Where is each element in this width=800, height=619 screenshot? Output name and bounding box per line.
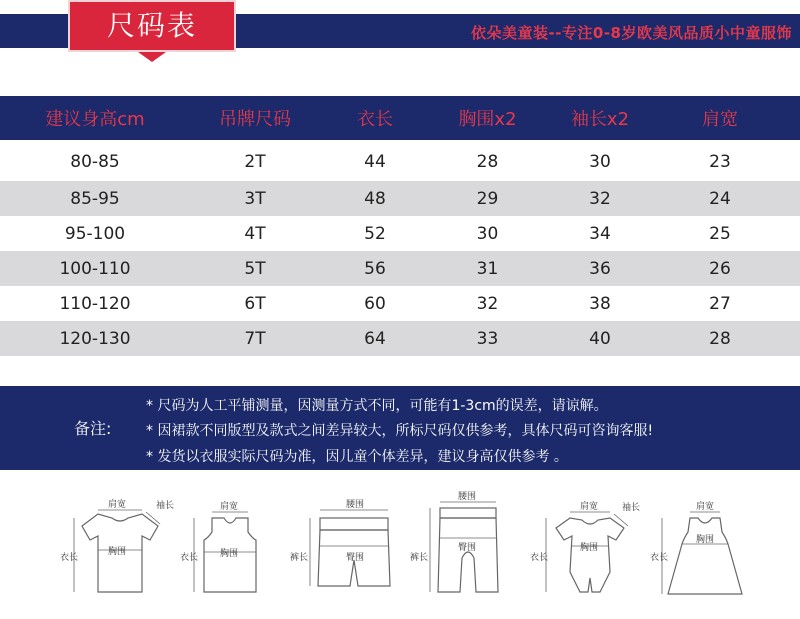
column-header-height: 建议身高cm xyxy=(45,109,145,130)
cell-height: 110-120 xyxy=(59,293,131,314)
shorts-sketch-icon xyxy=(290,488,400,608)
cell-sleeve: 34 xyxy=(589,223,611,244)
cell-length: 44 xyxy=(364,151,386,172)
page-title: 尺码表 xyxy=(106,9,197,42)
notes-panel xyxy=(0,386,800,470)
cell-chest: 30 xyxy=(476,223,499,244)
cell-sleeve: 32 xyxy=(589,188,611,209)
tshirt-length-label: 衣长 xyxy=(60,553,79,563)
table-row xyxy=(0,181,800,216)
cell-tag-size: 7T xyxy=(244,328,266,349)
note-item: * 发货以衣服实际尺码为准，因儿童个体差异，建议身高仅供参考 。 xyxy=(146,449,568,465)
table-row xyxy=(0,216,800,251)
cell-length: 52 xyxy=(364,223,386,244)
tshirt-sleeve-label: 袖长 xyxy=(156,501,175,511)
table-row xyxy=(0,321,800,356)
cell-tag-size: 5T xyxy=(244,258,266,279)
cell-height: 100-110 xyxy=(59,258,131,279)
cell-sleeve: 38 xyxy=(589,293,611,314)
romper-shoulder-label: 肩宽 xyxy=(580,502,599,512)
cell-length: 64 xyxy=(364,328,386,349)
cell-height: 95-100 xyxy=(64,223,126,244)
column-header-tag-size: 吊牌尺码 xyxy=(219,109,291,130)
shorts-hip-label: 臀围 xyxy=(346,553,365,563)
cell-tag-size: 2T xyxy=(244,151,266,172)
cell-chest: 32 xyxy=(476,293,499,314)
cell-chest: 31 xyxy=(476,258,499,279)
table-row xyxy=(0,286,800,321)
romper-length-label: 衣长 xyxy=(530,553,549,563)
cell-shoulder: 28 xyxy=(709,328,731,349)
table-row xyxy=(0,144,800,179)
cell-tag-size: 3T xyxy=(244,188,266,209)
cell-sleeve: 40 xyxy=(589,328,611,349)
tshirt-shoulder-label: 肩宽 xyxy=(108,500,127,510)
pants-length-label: 裤长 xyxy=(410,553,429,563)
note-item: * 尺码为人工平铺测量，因测量方式不同，可能有1-3cm的误差，请谅解。 xyxy=(146,398,608,414)
vest-length-label: 衣长 xyxy=(180,553,199,563)
vest-chest-label: 胸围 xyxy=(220,549,239,559)
dress-shoulder-label: 肩宽 xyxy=(696,502,715,512)
header-subtitle: 依朵美童装--专注0-8岁欧美风品质小中童服饰 xyxy=(470,24,792,42)
dress-chest-label: 胸围 xyxy=(696,535,715,545)
column-header-length: 衣长 xyxy=(357,109,393,130)
cell-shoulder: 24 xyxy=(709,188,731,209)
cell-shoulder: 23 xyxy=(709,151,731,172)
dress-length-label: 衣长 xyxy=(650,553,669,563)
cell-sleeve: 36 xyxy=(589,258,611,279)
cell-length: 60 xyxy=(364,293,386,314)
dress-sketch-icon xyxy=(650,488,760,608)
cell-shoulder: 26 xyxy=(709,258,731,279)
cell-shoulder: 27 xyxy=(709,293,731,314)
shorts-length-label: 裤长 xyxy=(290,553,309,563)
pants-hip-label: 臀围 xyxy=(458,543,477,553)
cell-chest: 33 xyxy=(476,328,499,349)
tshirt-sketch-icon xyxy=(60,488,180,608)
cell-tag-size: 4T xyxy=(244,223,266,244)
cell-sleeve: 30 xyxy=(589,151,611,172)
vest-shoulder-label: 肩宽 xyxy=(220,502,239,512)
romper-sleeve-label: 袖长 xyxy=(622,503,641,513)
column-header-sleeve: 袖长x2 xyxy=(570,109,630,130)
cell-length: 48 xyxy=(364,188,386,209)
tshirt-chest-label: 胸围 xyxy=(108,547,127,557)
cell-chest: 28 xyxy=(476,151,499,172)
cell-height: 80-85 xyxy=(70,151,120,172)
cell-length: 56 xyxy=(364,258,386,279)
size-table-header xyxy=(0,96,800,140)
romper-chest-label: 胸围 xyxy=(580,543,599,553)
shorts-waist-label: 腰围 xyxy=(346,500,365,510)
notes-label: 备注: xyxy=(74,419,112,438)
cell-chest: 29 xyxy=(476,188,499,209)
cell-shoulder: 25 xyxy=(709,223,731,244)
column-header-chest: 胸围x2 xyxy=(458,109,517,130)
vest-sketch-icon xyxy=(180,488,280,608)
note-item: * 因裙款不同版型及款式之间差异较大，所标尺码仅供参考，具体尺码可咨询客服! xyxy=(146,423,654,439)
cell-height: 85-95 xyxy=(70,188,120,209)
title-tab xyxy=(68,0,236,62)
cell-tag-size: 6T xyxy=(244,293,266,314)
column-header-shoulder: 肩宽 xyxy=(702,109,738,130)
table-row xyxy=(0,251,800,286)
measurement-sketches xyxy=(60,488,760,608)
pants-waist-label: 腰围 xyxy=(458,492,477,502)
title-tab-pointer xyxy=(138,52,166,62)
romper-sketch-icon xyxy=(530,488,650,608)
cell-height: 120-130 xyxy=(59,328,131,349)
pants-sketch-icon xyxy=(410,488,520,608)
